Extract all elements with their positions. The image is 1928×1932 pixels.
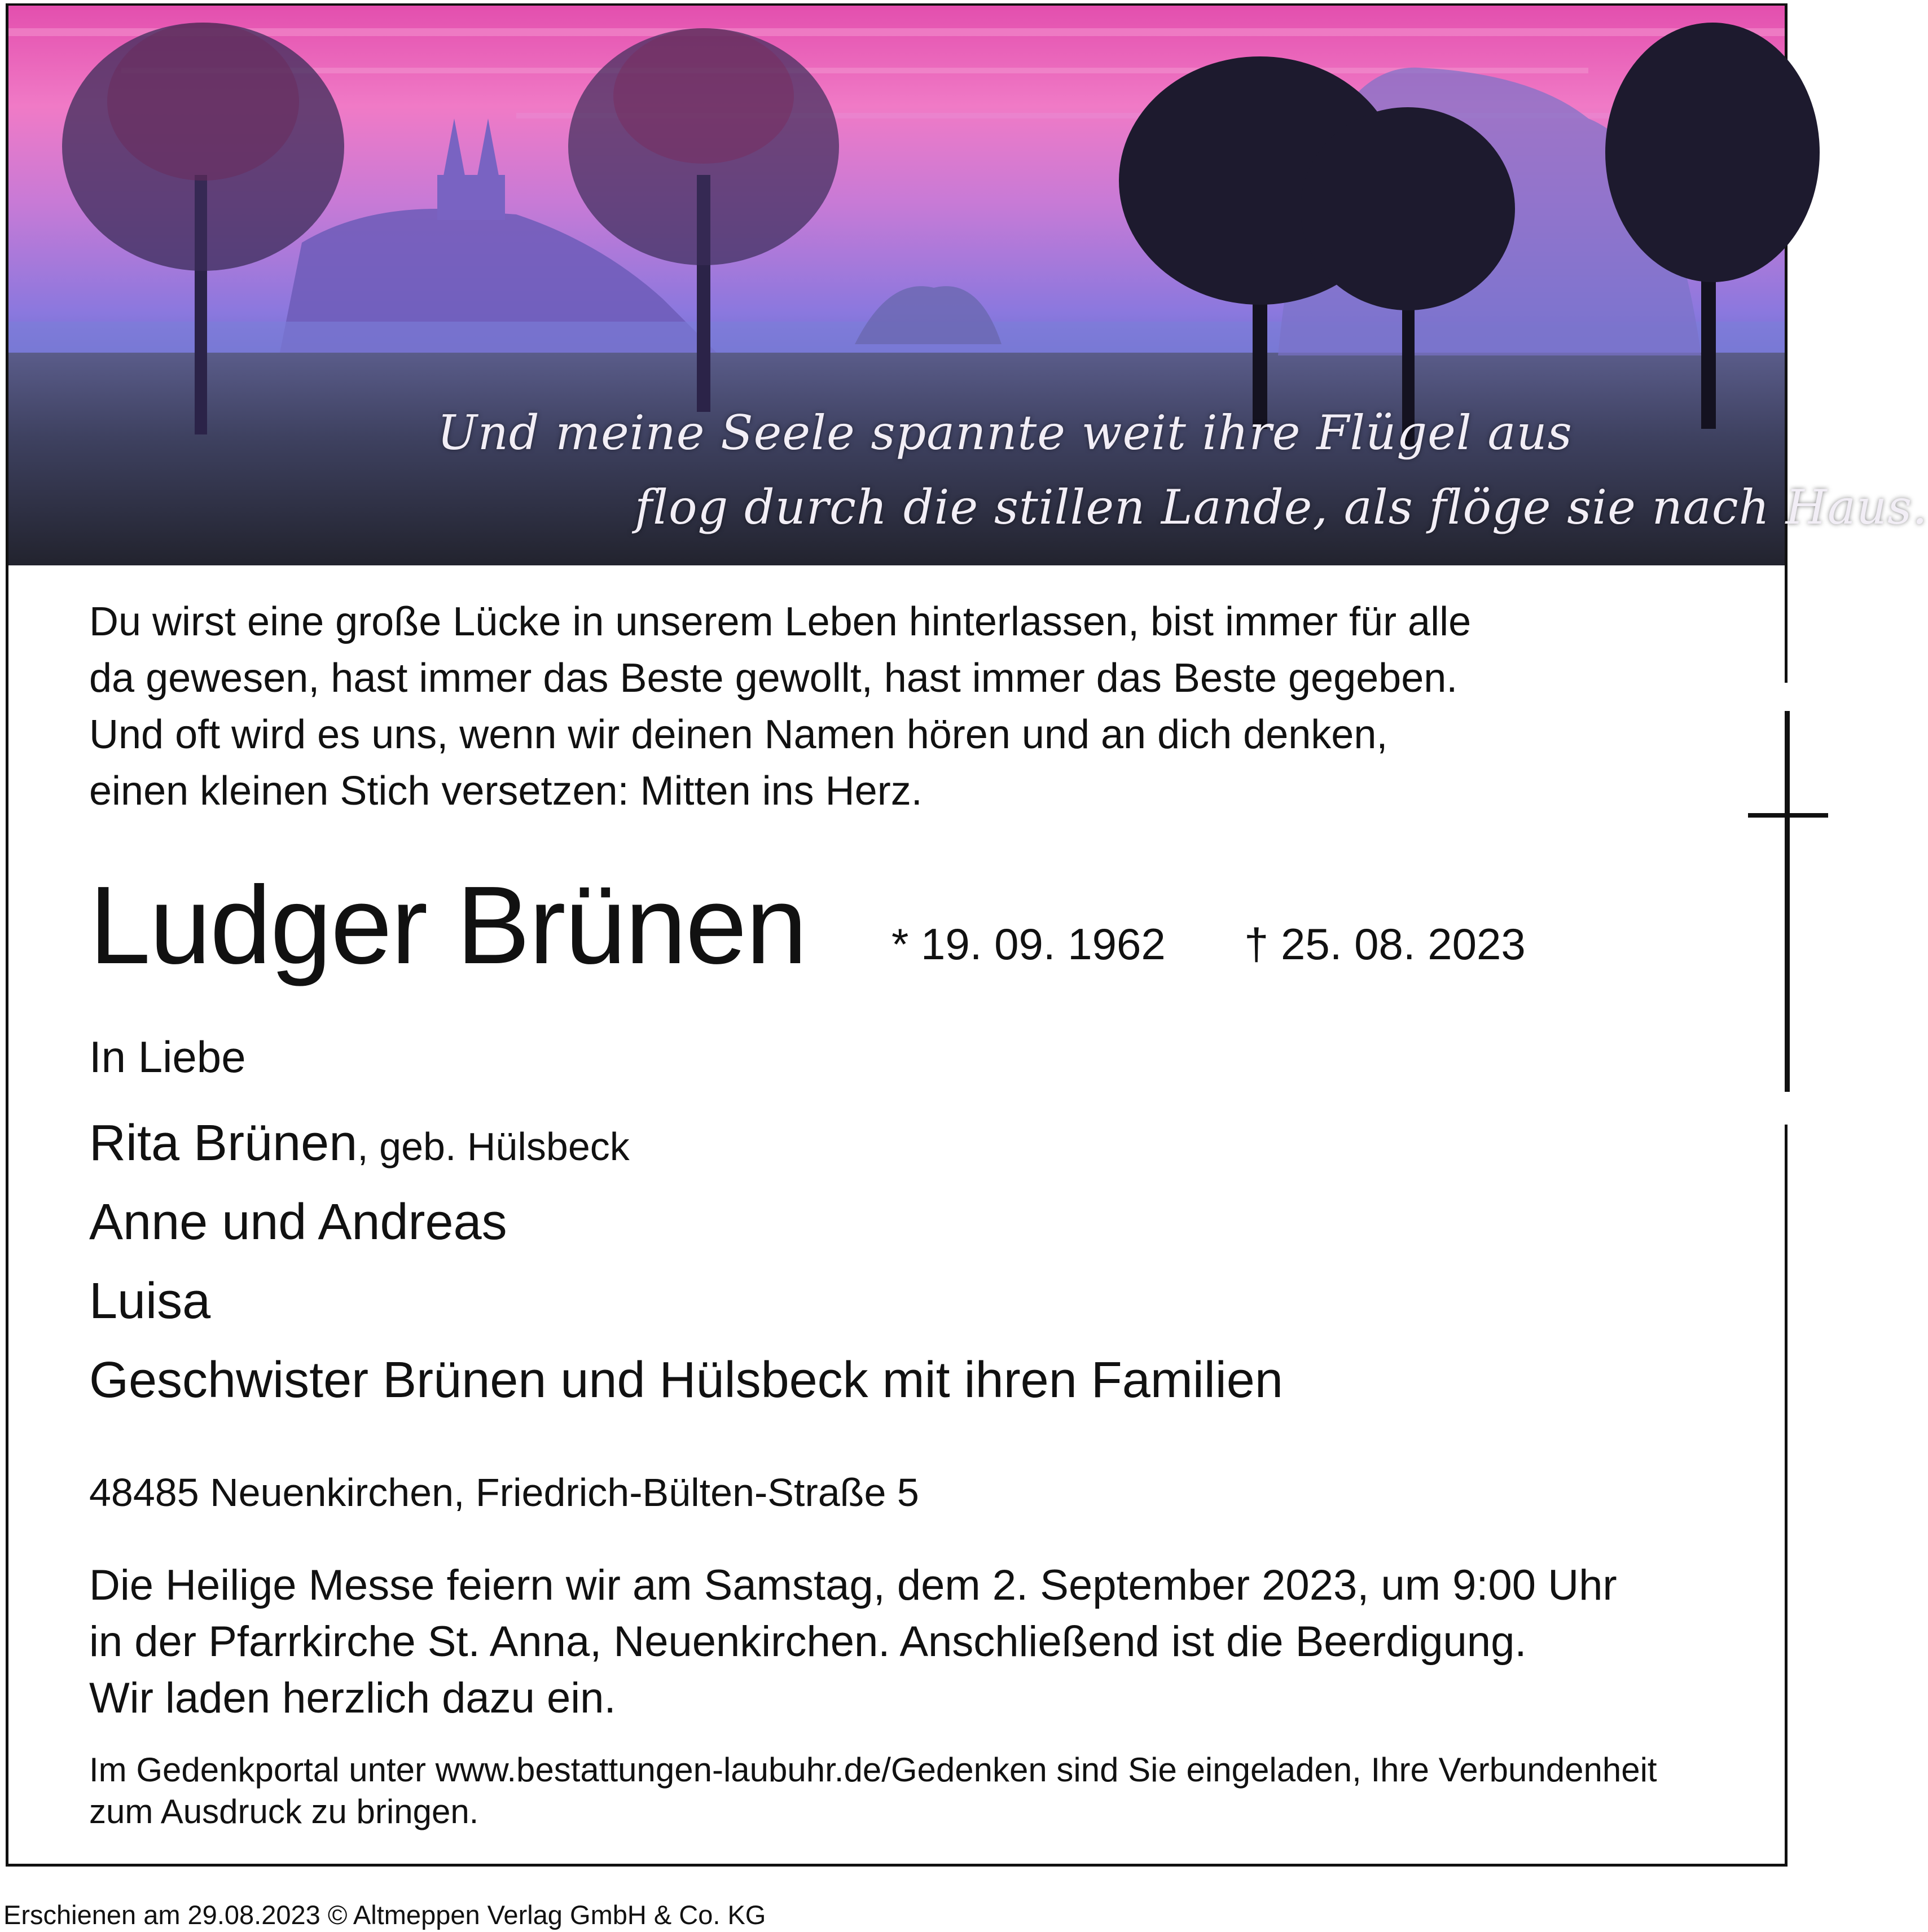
service-line: Wir laden herzlich dazu ein.: [89, 1674, 616, 1722]
intro-line: Du wirst eine große Lücke in unserem Leben hinterlassen, bist immer für alle: [89, 599, 1472, 644]
portal-line: Im Gedenkportal unter www.bestattungen-laubuhr.de/Gedenken sind Sie eingeladen, Ihre Verbundenheit: [89, 1751, 1657, 1789]
intro-text: [89, 594, 1471, 819]
intro-line: da gewesen, hast immer das Beste gewollt, hast immer das Beste gegeben.: [89, 656, 1458, 701]
mourner-line: Anne und Andreas: [89, 1194, 507, 1250]
address: 48485 Neuenkirchen, Friedrich-Bülten-Straße 5: [89, 1470, 919, 1514]
mourner-name: Rita Brünen: [89, 1115, 358, 1171]
quote-line-1: Und meine Seele spannte weit ihre Flügel aus: [437, 405, 1573, 460]
deceased-name: Ludger Brünen: [89, 863, 806, 987]
portal-line: zum Ausdruck zu bringen.: [89, 1793, 479, 1830]
intro-line: einen kleinen Stich versetzen: Mitten ins Herz.: [89, 769, 923, 814]
cross-icon: [1785, 711, 1790, 1092]
publication-footer: Erschienen am 29.08.2023 © Altmeppen Verlag GmbH & Co. KG: [3, 1900, 766, 1930]
service-line: Die Heilige Messe feiern wir am Samstag, dem 2. September 2023, um 9:00 Uhr: [89, 1561, 1617, 1609]
intro-line: Und oft wird es uns, wenn wir deinen Namen hören und an dich denken,: [89, 712, 1388, 757]
header-photo: [8, 6, 1928, 565]
mourner-suffix: , geb. Hülsbeck: [357, 1125, 630, 1169]
service-line: in der Pfarrkirche St. Anna, Neuenkirchen. Anschließend ist die Beerdigung.: [89, 1618, 1527, 1666]
mourners-intro: In Liebe: [89, 1032, 246, 1082]
service-text: [89, 1557, 1617, 1727]
mourner-line: [89, 1114, 630, 1173]
portal-text: [89, 1749, 1657, 1833]
border-gap-bottom: [1777, 1092, 1794, 1125]
border-gap-top: [1777, 683, 1794, 711]
quote-line-2: flog durch die stillen Lande, als flöge sie nach Haus.: [635, 480, 1928, 535]
cross-icon-bar: [1748, 813, 1828, 818]
mourner-line: Geschwister Brünen und Hülsbeck mit ihren Familien: [89, 1352, 1283, 1408]
mourner-line: Luisa: [89, 1273, 211, 1329]
birth-date: * 19. 09. 1962: [891, 919, 1166, 969]
death-date: † 25. 08. 2023: [1244, 919, 1526, 969]
